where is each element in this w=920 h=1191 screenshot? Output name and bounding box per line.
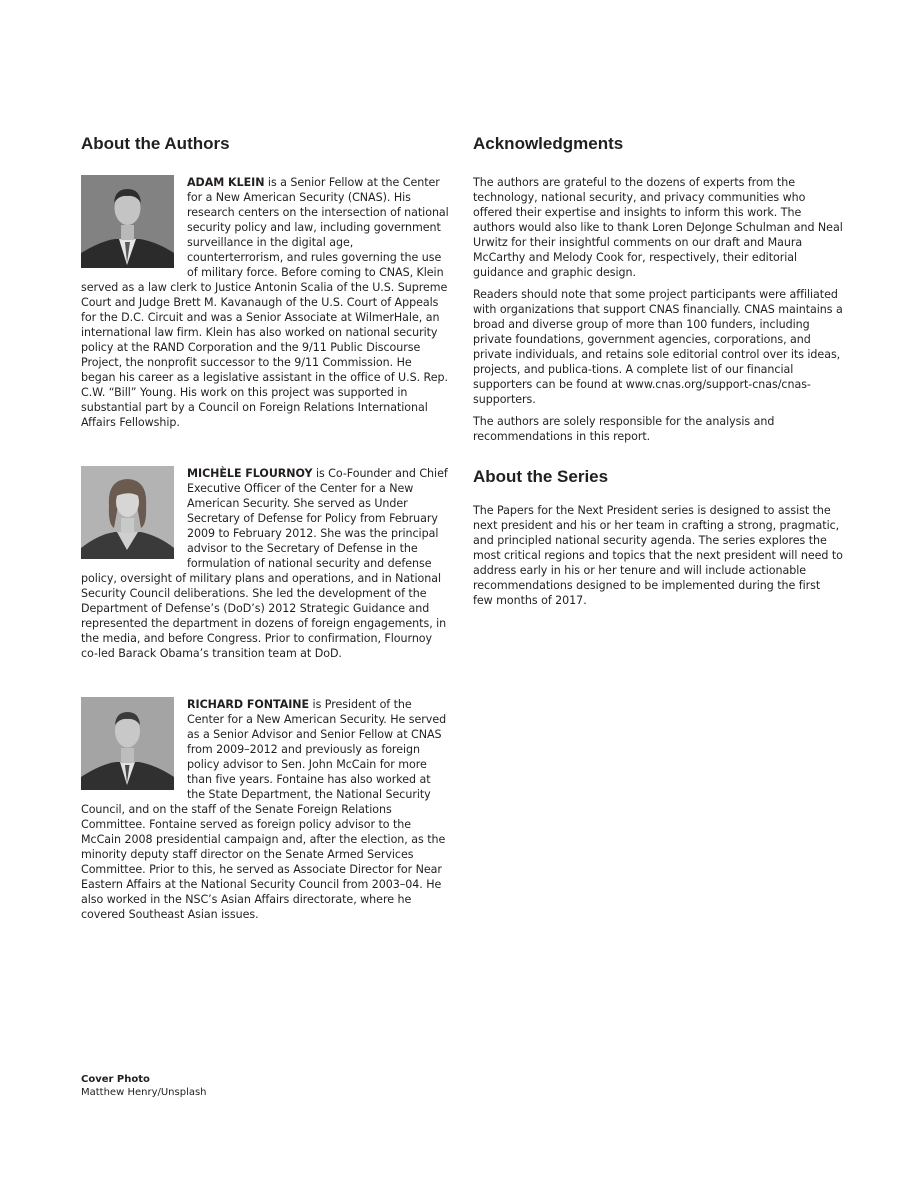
portrait-image: [81, 466, 174, 559]
author-text-fontaine: is President of the Center for a New American Security. He served as a Senior Advisor and Senior Fellow at CNAS from 2009–2012 and previously as foreign policy advisor to Sen. John McCain for more than five years. Fontaine has also worked at the State Department, the National Security Council, and on the staff of the Senate Foreign Relations Committee. Fontaine served as foreign policy advisor to the McCain 2008 presidential campaign and, after the election, as the minority deputy staff director on the Senate Armed Services Committee. Prior to this, he served as Associate Director for Near Eastern Affairs at the National Security Council from 2003–04. He also worked in the NSC’s Asian Affairs directorate, where he covered Southeast Asian issues.: [81, 698, 447, 921]
portrait-image: [81, 175, 174, 268]
cover-photo-source: Matthew Henry/Unsplash: [81, 1087, 207, 1098]
author-name-fontaine: RICHARD FONTAINE: [187, 698, 310, 711]
series-paragraph: The Papers for the Next President series is designed to assist the next president and his or her team in crafting a strong, pragmatic, and principled national security agenda. The series explores the most critical regions and topics that the next president will need to address early in his or her tenure and will include actionable recommendations designed to be implemented during the first few months of 2017.: [473, 504, 843, 607]
acknowledgments-heading: Acknowledgments: [473, 134, 624, 153]
author-text-flournoy: is Co-Founder and Chief Executive Officer of the Center for a New American Security. She served as Under Secretary of Defense for Policy from February 2009 to February 2012. She was the principal advisor to the Secretary of Defense in the formulation of national security and defense policy, oversight of military plans and operations, and in National Security Council deliberations. She led the development of the Department of Defense’s (DoD’s) 2012 Strategic Guidance and represented the department in dozens of foreign engagements, in the media, and before Congress. Prior to confirmation, Flournoy co-led Barack Obama’s transition team at DoD.: [81, 467, 448, 660]
author-photo-flournoy: [81, 466, 174, 559]
author-photo-fontaine: [81, 697, 174, 790]
portrait-image: [81, 697, 174, 790]
author-name-klein: ADAM KLEIN: [187, 176, 265, 189]
author-bio-fontaine: [81, 697, 449, 922]
cover-photo-label: Cover Photo: [81, 1074, 150, 1085]
acknowledgments-paragraph-2: Readers should note that some project participants were affiliated with organizations that support CNAS financially. CNAS maintains a broad and diverse group of more than 100 funders, including private foundations, government agencies, corporations, and private individuals, and retains sole editorial control over its ideas, projects, and publica-tions. A complete list of our financial supporters can be found at www.cnas.org/support-cnas/cnas-supporters.: [473, 288, 843, 406]
author-name-flournoy: MICHÈLE FLOURNOY: [187, 467, 313, 480]
author-photo-klein: [81, 175, 174, 268]
cover-photo-credit: [81, 1073, 207, 1099]
author-bio-klein: [81, 175, 449, 430]
about-authors-heading: About the Authors: [81, 134, 230, 153]
acknowledgments-paragraph-1: The authors are grateful to the dozens of experts from the technology, national security, and privacy communities who offered their expertise and insights to inform this work. The authors would also like to thank Loren DeJonge Schulman and Neal Urwitz for their insightful comments on our draft and Maura McCarthy and Melody Cook for, respectively, their editorial guidance and graphic design.: [473, 176, 843, 279]
author-bio-flournoy: [81, 466, 449, 661]
about-series-heading: About the Series: [473, 467, 609, 486]
author-text-klein: is a Senior Fellow at the Center for a New American Security (CNAS). His research centers on the intersection of national security policy and law, including government surveillance in the digital age, counterterrorism, and rules governing the use of military force. Before coming to CNAS, Klein served as a law clerk to Justice Antonin Scalia of the U.S. Supreme Court and Judge Brett M. Kavanaugh of the U.S. Court of Appeals for the D.C. Circuit and was a Senior Associate at WilmerHale, an international law firm. Klein has also worked on national security policy at the RAND Corporation and the 9/11 Public Discourse Project, the nonprofit successor to the 9/11 Commission. He began his career as a legislative assistant in the office of U.S. Rep. C.W. “Bill” Young. His work on this project was supported in substantial part by a Council on Foreign Relations International Affairs Fellowship.: [81, 176, 449, 429]
acknowledgments-paragraph-3: The authors are solely responsible for the analysis and recommendations in this report.: [473, 415, 775, 443]
